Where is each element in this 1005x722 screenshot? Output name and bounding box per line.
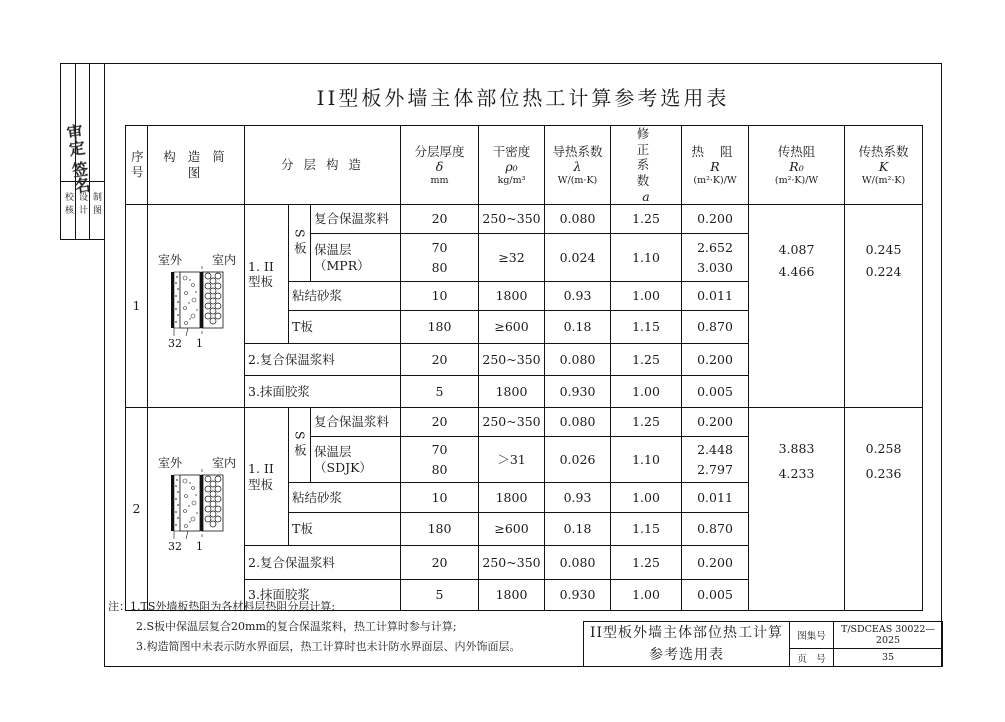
table-row bbox=[126, 205, 923, 234]
s-board-label-1: S板 bbox=[289, 205, 311, 282]
approval-signature: 审定 签名 bbox=[63, 123, 92, 195]
cell-density: 250~350 bbox=[479, 344, 545, 376]
diagram-2 bbox=[148, 408, 245, 611]
cell-correction: 1.15 bbox=[611, 513, 682, 546]
cell-resistance: 0.200 bbox=[682, 344, 749, 376]
cell-correction: 1.00 bbox=[611, 376, 682, 408]
coefficient-1: 0.245 0.224 bbox=[845, 205, 923, 408]
wall-section-diagram bbox=[148, 250, 244, 362]
layer-name: 复合保温浆料 bbox=[311, 205, 401, 234]
cell-thickness: 70 80 bbox=[401, 234, 479, 282]
header-correction: 修 正 系 数 a bbox=[611, 126, 682, 205]
diagram-number-a: 32 bbox=[168, 540, 182, 554]
cell-thickness: 20 bbox=[401, 344, 479, 376]
cell-density: 250~350 bbox=[479, 205, 545, 234]
atlas-value: T/SDCEAS 30022—2025 bbox=[834, 622, 943, 649]
cell-resistance: 0.011 bbox=[682, 282, 749, 311]
cell-thickness: 70 80 bbox=[401, 437, 479, 483]
cell-resistance: 2.448 2.797 bbox=[682, 437, 749, 483]
cell-density: 250~350 bbox=[479, 408, 545, 437]
cell-density: ≥600 bbox=[479, 311, 545, 344]
cell-correction: 1.25 bbox=[611, 546, 682, 580]
layer-name: T板 bbox=[289, 311, 401, 344]
panel-label-1: 1. II型板 bbox=[245, 205, 289, 344]
cell-conductivity: 0.080 bbox=[545, 205, 611, 234]
notes bbox=[108, 597, 521, 657]
page-number: 35 bbox=[834, 649, 943, 667]
total-resistance-2: 3.883 4.233 bbox=[749, 408, 845, 611]
cell-density: ≥32 bbox=[479, 234, 545, 282]
label-designer: 设计 bbox=[77, 192, 87, 218]
diagram-number-b: 1 bbox=[196, 540, 203, 554]
cell-resistance: 0.200 bbox=[682, 205, 749, 234]
cell-thickness: 20 bbox=[401, 205, 479, 234]
cell-thickness: 5 bbox=[401, 376, 479, 408]
cell-density: 1800 bbox=[479, 282, 545, 311]
cell-resistance: 0.005 bbox=[682, 376, 749, 408]
cell-density: 1800 bbox=[479, 376, 545, 408]
layer-name: 粘结砂浆 bbox=[289, 483, 401, 513]
cell-conductivity: 0.93 bbox=[545, 483, 611, 513]
header-total-resistance: 传热阻 R₀ (m²·K)/W bbox=[749, 126, 845, 205]
cell-thickness: 180 bbox=[401, 311, 479, 344]
panel-label-2: 1. II型板 bbox=[245, 408, 289, 546]
thermal-table bbox=[125, 125, 923, 611]
cell-resistance: 0.005 bbox=[682, 580, 749, 611]
cell-conductivity: 0.18 bbox=[545, 513, 611, 546]
wall-section-diagram bbox=[148, 453, 244, 565]
cell-conductivity: 0.93 bbox=[545, 282, 611, 311]
label-checker: 校核 bbox=[63, 192, 73, 218]
cell-density: 1800 bbox=[479, 483, 545, 513]
header-thickness: 分层厚度 δ mm bbox=[401, 126, 479, 205]
inside-label: 室内 bbox=[212, 253, 237, 268]
cell-thickness: 10 bbox=[401, 282, 479, 311]
cell-correction: 1.00 bbox=[611, 282, 682, 311]
approval-strip bbox=[60, 63, 104, 240]
header-diagram: 构 造 简 图 bbox=[148, 126, 245, 205]
seq-1: 1 bbox=[126, 205, 148, 408]
s-board-label-2: S板 bbox=[289, 408, 311, 483]
layer-name: 2.复合保温浆料 bbox=[245, 344, 401, 376]
seq-2: 2 bbox=[126, 408, 148, 611]
layer-name: 3.抹面胶浆 bbox=[245, 376, 401, 408]
cell-thickness: 10 bbox=[401, 483, 479, 513]
layer-name: 3.抹面胶浆 bbox=[245, 580, 401, 611]
header-seq: 序号 bbox=[126, 126, 148, 205]
cell-density: ≥600 bbox=[479, 513, 545, 546]
layer-name: T板 bbox=[289, 513, 401, 546]
cell-correction: 1.00 bbox=[611, 483, 682, 513]
cell-conductivity: 0.080 bbox=[545, 408, 611, 437]
cell-correction: 1.25 bbox=[611, 205, 682, 234]
cell-conductivity: 0.930 bbox=[545, 580, 611, 611]
cell-conductivity: 0.18 bbox=[545, 311, 611, 344]
cell-density: ＞31 bbox=[479, 437, 545, 483]
header-conductivity: 导热系数 λ W/(m·K) bbox=[545, 126, 611, 205]
cell-correction: 1.10 bbox=[611, 437, 682, 483]
cell-correction: 1.25 bbox=[611, 344, 682, 376]
cell-density: 1800 bbox=[479, 580, 545, 611]
outside-label: 室外 bbox=[158, 253, 183, 268]
cell-thickness: 20 bbox=[401, 408, 479, 437]
table-row bbox=[126, 408, 923, 437]
atlas-label: 图集号 bbox=[790, 622, 834, 649]
cell-conductivity: 0.024 bbox=[545, 234, 611, 282]
layer-name: 2.复合保温浆料 bbox=[245, 546, 401, 580]
cell-thickness: 5 bbox=[401, 580, 479, 611]
diagram-number-b: 1 bbox=[196, 337, 203, 351]
layer-name: 粘结砂浆 bbox=[289, 282, 401, 311]
header-row bbox=[126, 126, 923, 205]
inside-label: 室内 bbox=[212, 456, 237, 471]
diagram-number-a: 32 bbox=[168, 337, 182, 351]
note-2: 2.S板中保温层复合20mm的复合保温浆料，热工计算时参与计算; bbox=[136, 620, 457, 633]
cell-resistance: 0.200 bbox=[682, 546, 749, 580]
title-block-title: II型板外墙主体部位热工计算 参考选用表 bbox=[584, 622, 790, 667]
cell-conductivity: 0.080 bbox=[545, 546, 611, 580]
coefficient-2: 0.258 0.236 bbox=[845, 408, 923, 611]
header-layers: 分 层 构 造 bbox=[245, 126, 401, 205]
header-density: 干密度 ρ₀ kg/m³ bbox=[479, 126, 545, 205]
label-drafter: 制图 bbox=[91, 192, 101, 218]
note-1: 注：1.TS外墙板热阻为各材料层热阻分层计算; bbox=[108, 600, 336, 613]
cell-thickness: 20 bbox=[401, 546, 479, 580]
total-resistance-1: 4.087 4.466 bbox=[749, 205, 845, 408]
cell-resistance: 0.870 bbox=[682, 513, 749, 546]
cell-thickness: 180 bbox=[401, 513, 479, 546]
title-block bbox=[583, 621, 943, 667]
cell-correction: 1.25 bbox=[611, 408, 682, 437]
outside-label: 室外 bbox=[158, 456, 183, 471]
cell-density: 250~350 bbox=[479, 546, 545, 580]
cell-correction: 1.00 bbox=[611, 580, 682, 611]
cell-conductivity: 0.080 bbox=[545, 344, 611, 376]
header-resistance: 热 阻 R (m²·K)/W bbox=[682, 126, 749, 205]
layer-name: 保温层（SDJK） bbox=[311, 437, 401, 483]
header-coefficient: 传热系数 K W/(m²·K) bbox=[845, 126, 923, 205]
cell-resistance: 2.652 3.030 bbox=[682, 234, 749, 282]
layer-name: 保温层（MPR） bbox=[311, 234, 401, 282]
cell-correction: 1.15 bbox=[611, 311, 682, 344]
page-label: 页 号 bbox=[790, 649, 834, 667]
cell-resistance: 0.200 bbox=[682, 408, 749, 437]
cell-correction: 1.10 bbox=[611, 234, 682, 282]
cell-conductivity: 0.930 bbox=[545, 376, 611, 408]
layer-name: 复合保温浆料 bbox=[311, 408, 401, 437]
page-title: II型板外墙主体部位热工计算参考选用表 bbox=[316, 86, 730, 110]
cell-resistance: 0.870 bbox=[682, 311, 749, 344]
cell-conductivity: 0.026 bbox=[545, 437, 611, 483]
diagram-1 bbox=[148, 205, 245, 408]
cell-resistance: 0.011 bbox=[682, 483, 749, 513]
note-3: 3.构造简图中未表示防水界面层，热工计算时也未计防水界面层、内外饰面层。 bbox=[136, 640, 521, 653]
